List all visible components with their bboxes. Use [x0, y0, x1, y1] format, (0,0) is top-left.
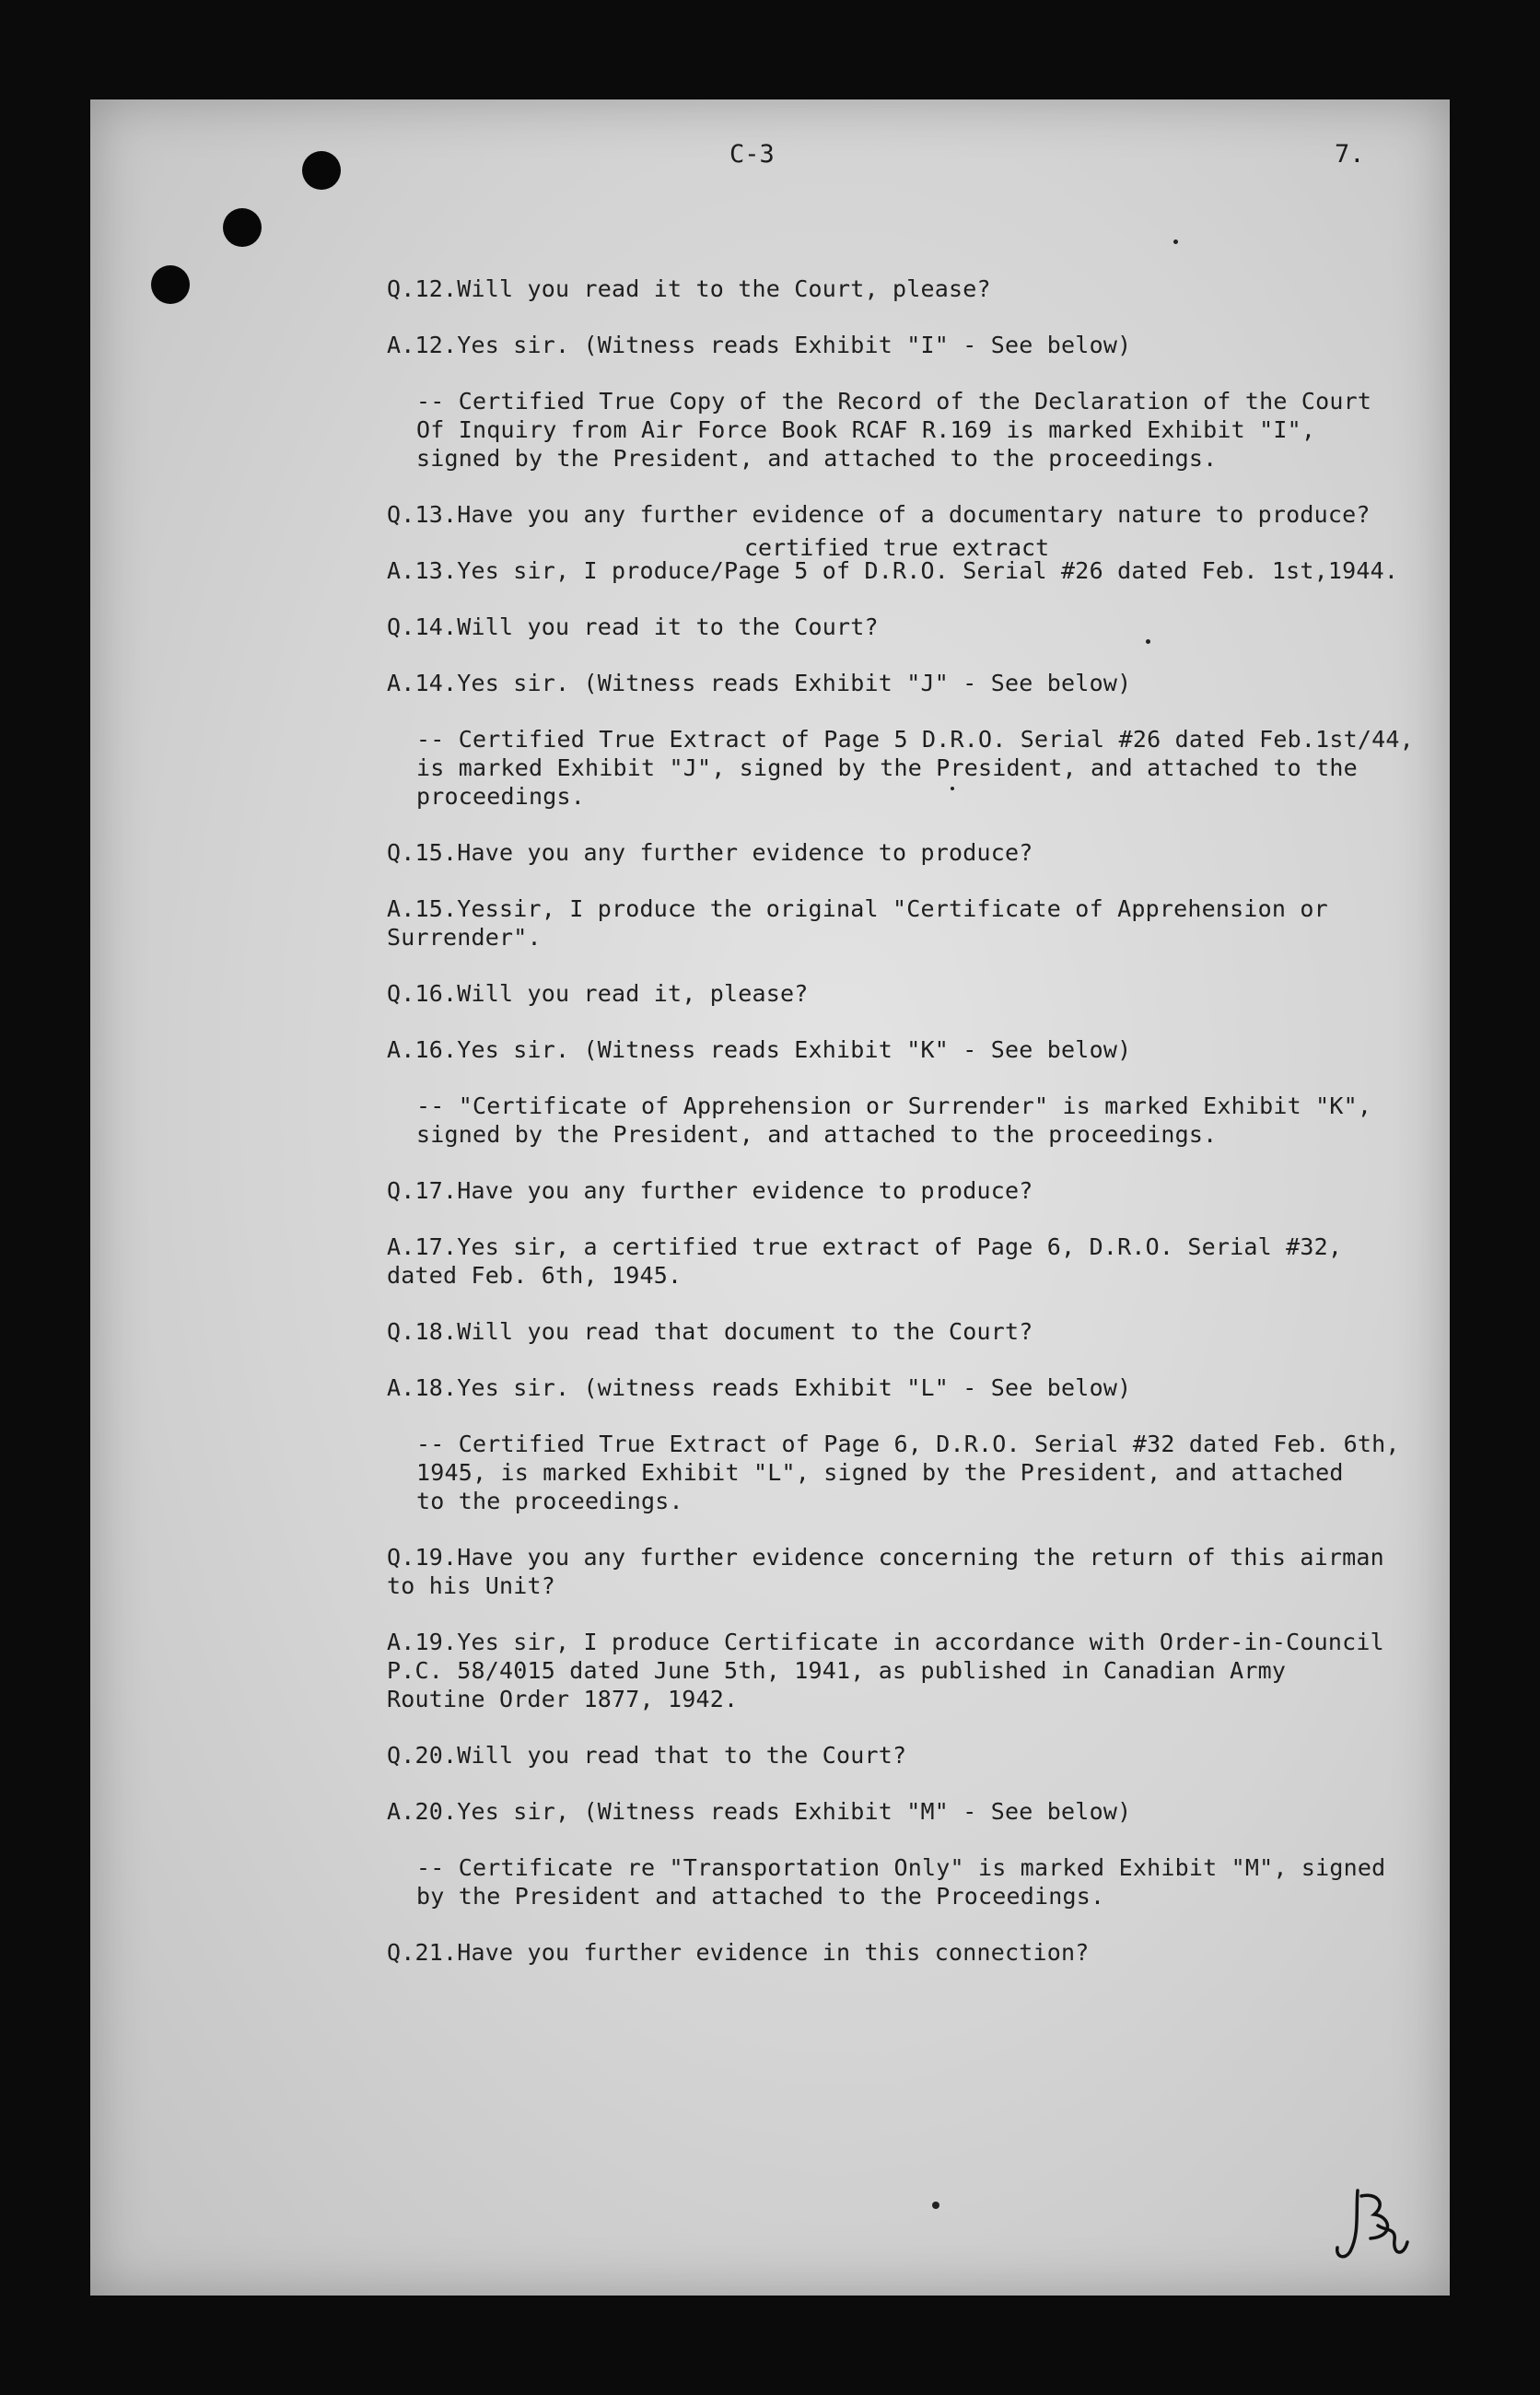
text-line: proceedings. — [416, 783, 586, 810]
text-line: A.17.Yes sir, a certified true extract of Page 6, D.R.O. Serial #32, — [387, 1233, 1343, 1260]
exhibit-note — [416, 1430, 1428, 1515]
answer-paragraph — [387, 669, 1428, 697]
punch-hole — [302, 151, 341, 190]
question-paragraph — [387, 1543, 1428, 1600]
answer-paragraph — [387, 1233, 1428, 1290]
text-line: -- Certified True Extract of Page 5 D.R.O. Serial #26 dated Feb.1st/44, — [416, 726, 1414, 753]
text-line: Surrender". — [387, 924, 542, 951]
answer-paragraph — [387, 331, 1428, 359]
text-line: A.13.Yes sir, I produce/Page 5 of D.R.O. Serial #26 dated Feb. 1st,1944. — [387, 557, 1399, 584]
exhibit-note — [416, 725, 1428, 811]
text-line: Q.16.Will you read it, please? — [387, 980, 809, 1007]
text-line: Q.17.Have you any further evidence to produce? — [387, 1177, 1033, 1204]
text-line: Routine Order 1877, 1942. — [387, 1686, 739, 1712]
text-line: A.15.Yessir, I produce the original "Certificate of Apprehension or — [387, 895, 1328, 922]
question-paragraph — [387, 979, 1428, 1008]
question-paragraph — [387, 500, 1428, 529]
question-paragraph — [387, 275, 1428, 303]
text-line: Q.15.Have you any further evidence to produce? — [387, 839, 1033, 866]
page-code: C-3 — [729, 140, 775, 169]
exhibit-note — [416, 387, 1428, 473]
handwritten-initials — [1330, 2183, 1422, 2266]
answer-paragraph — [387, 1373, 1428, 1402]
text-line: Q.12.Will you read it to the Court, please? — [387, 275, 991, 302]
text-line: Q.18.Will you read that document to the Court? — [387, 1318, 1033, 1345]
question-paragraph — [387, 1317, 1428, 1346]
ink-speck — [1173, 240, 1178, 244]
answer-paragraph — [387, 556, 1428, 585]
answer-paragraph — [387, 1035, 1428, 1064]
document-page — [90, 99, 1450, 2296]
transcript-body — [387, 275, 1428, 1994]
text-line: -- "Certificate of Apprehension or Surrender" is marked Exhibit "K", — [416, 1092, 1372, 1119]
punch-hole — [151, 265, 190, 304]
text-line: signed by the President, and attached to the proceedings. — [416, 1121, 1218, 1148]
text-line: dated Feb. 6th, 1945. — [387, 1262, 682, 1289]
text-line: -- Certificate re "Transportation Only" is marked Exhibit "M", signed — [416, 1854, 1386, 1881]
exhibit-note — [416, 1853, 1428, 1910]
text-line: Of Inquiry from Air Force Book RCAF R.169 is marked Exhibit "I", — [416, 416, 1316, 443]
text-line: by the President and attached to the Proceedings. — [416, 1883, 1105, 1910]
question-paragraph — [387, 1938, 1428, 1967]
text-line: A.12.Yes sir. (Witness reads Exhibit "I" - See below) — [387, 332, 1132, 358]
answer-paragraph — [387, 1797, 1428, 1826]
question-paragraph — [387, 1741, 1428, 1770]
text-line: -- Certified True Copy of the Record of the Declaration of the Court — [416, 388, 1372, 415]
text-line: Q.14.Will you read it to the Court? — [387, 613, 879, 640]
handwritten-insertion: certified true extract — [744, 534, 1050, 561]
answer-paragraph — [387, 894, 1428, 952]
text-line: A.19.Yes sir, I produce Certificate in accordance with Order-in-Council — [387, 1629, 1384, 1655]
text-line: 1945, is marked Exhibit "L", signed by the President, and attached — [416, 1459, 1344, 1486]
question-paragraph — [387, 613, 1428, 641]
text-line: A.14.Yes sir. (Witness reads Exhibit "J" - See below) — [387, 670, 1132, 696]
ink-speck — [932, 2202, 939, 2209]
question-paragraph — [387, 838, 1428, 867]
text-line: is marked Exhibit "J", signed by the President, and attached to the — [416, 754, 1358, 781]
answer-paragraph — [387, 1628, 1428, 1713]
text-line: A.18.Yes sir. (witness reads Exhibit "L" - See below) — [387, 1374, 1132, 1401]
text-line: to his Unit? — [387, 1572, 556, 1599]
text-line: Q.20.Will you read that to the Court? — [387, 1742, 907, 1769]
text-line: signed by the President, and attached to the proceedings. — [416, 445, 1218, 472]
text-line: A.20.Yes sir, (Witness reads Exhibit "M" - See below) — [387, 1798, 1132, 1825]
text-line: to the proceedings. — [416, 1488, 683, 1514]
text-line: Q.19.Have you any further evidence concerning the return of this airman — [387, 1544, 1384, 1571]
punch-hole — [223, 208, 262, 247]
text-line: P.C. 58/4015 dated June 5th, 1941, as published in Canadian Army — [387, 1657, 1287, 1684]
question-paragraph — [387, 1176, 1428, 1205]
text-line: Q.13.Have you any further evidence of a documentary nature to produce? — [387, 501, 1371, 528]
text-line: A.16.Yes sir. (Witness reads Exhibit "K" - See below) — [387, 1036, 1132, 1063]
exhibit-note — [416, 1092, 1428, 1149]
text-line: -- Certified True Extract of Page 6, D.R.O. Serial #32 dated Feb. 6th, — [416, 1431, 1400, 1457]
text-line: Q.21.Have you further evidence in this connection? — [387, 1939, 1090, 1966]
page-number: 7. — [1335, 140, 1365, 169]
